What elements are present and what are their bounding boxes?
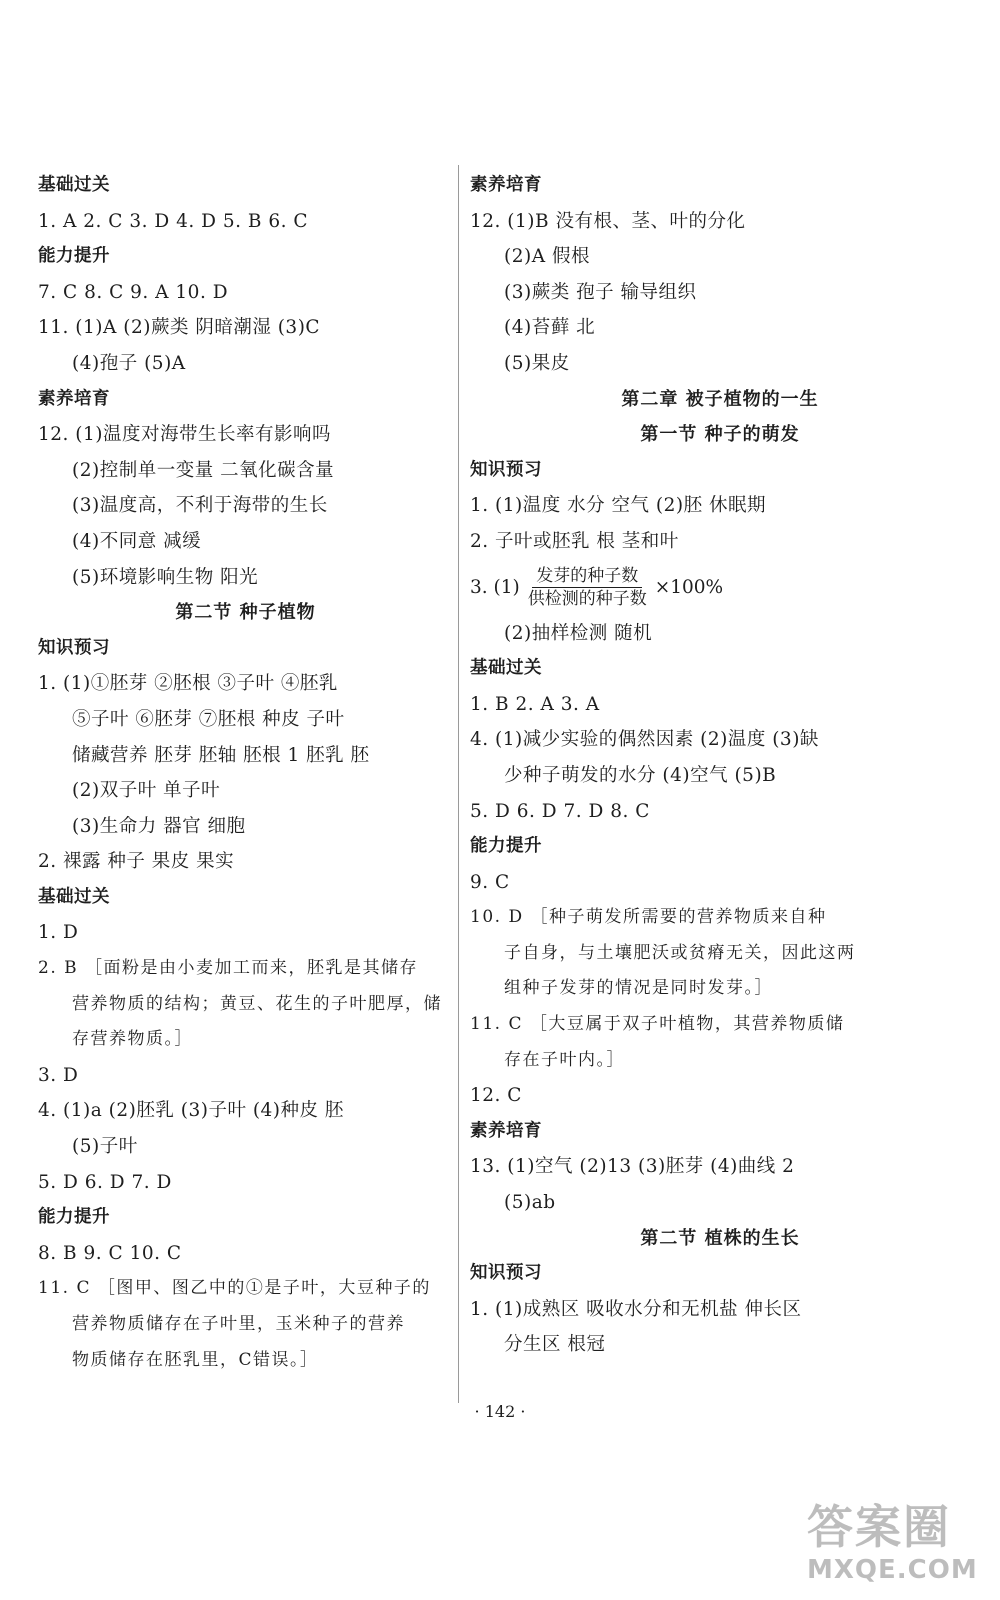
answer-line: 12. (1)B 没有根、茎、叶的分化 [470,210,746,232]
explanation-line-continued: 组种子发芽的情况是同时发芽。］ [504,978,773,999]
section-heading: 素养培育 [470,175,542,195]
answer-line-continued: ⑤子叶 ⑥胚芽 ⑦胚根 种皮 子叶 [72,708,345,730]
answer-line: 1. B 2. A 3. A [470,693,600,715]
answer-line: 2. 裸露 种子 果皮 果实 [38,851,235,873]
section-heading: 基础过关 [38,175,110,195]
answer-line: 4. (1)减少实验的偶然因素 (2)温度 (3)缺 [470,729,819,751]
answer-line-continued: 少种子萌发的水分 (4)空气 (5)B [504,764,777,786]
explanation-line: 2. B ［面粉是由小麦加工而来，胚乳是其储存 [38,958,419,979]
explanation-line: 10. D ［种子萌发所需要的营养物质来自种 [470,907,827,928]
answer-line-continued: (2)控制单一变量 二氧化碳含量 [72,459,335,481]
answer-line-continued: (5)ab [504,1192,556,1214]
answer-line: 12. C [470,1085,522,1107]
answer-line: 9. C [470,871,510,893]
answer-line: 1. (1)①胚芽 ②胚根 ③子叶 ④胚乳 [38,673,338,695]
section-heading: 基础过关 [470,658,542,679]
answer-line: 7. C 8. C 9. A 10. D [38,281,229,303]
answer-line: 1. (1)温度 水分 空气 (2)胚 休眠期 [470,495,766,517]
answer-line-continued: (2)双子叶 单子叶 [72,780,221,802]
chapter-title: 第二节 种子植物 [175,602,316,624]
explanation-line-continued: 子自身，与土壤肥沃或贫瘠无关，因此这两 [504,942,856,963]
left-column [38,168,453,1378]
answer-line-continued: (5)果皮 [504,352,570,374]
answer-line: 12. (1)温度对海带生长率有影响吗 [38,424,332,446]
explanation-line-continued: 存在子叶内。］ [504,1049,625,1070]
section-heading: 素养培育 [38,388,110,409]
answer-line: 11. (1)A (2)蕨类 阴暗潮湿 (3)C [38,317,321,339]
answer-line-continued: (4)不同意 减缓 [72,530,202,552]
answer-line-continued: (3)蕨类 孢子 输导组织 [504,281,697,303]
answer-line: 4. (1)a (2)胚乳 (3)子叶 (4)种皮 胚 [38,1100,344,1122]
answer-line-continued: (3)生命力 器官 细胞 [72,815,246,837]
answer-line: 3. D [38,1064,79,1086]
explanation-line-continued: 物质储存在胚乳里，C错误。］ [72,1349,319,1370]
chapter-title: 第二节 植株的生长 [640,1227,800,1249]
right-column-lower [470,616,970,1363]
answer-line: 1. D [38,922,79,944]
answer-line: 8. B 9. C 10. C [38,1242,182,1264]
section-heading: 能力提升 [38,246,110,267]
watermark-line1: 答案圈 [807,1500,951,1554]
answer-line-continued: (5)子叶 [72,1136,138,1158]
answer-line-continued: (3)温度高，不利于海带的生长 [72,495,328,517]
section-heading: 知识预习 [470,459,542,480]
column-divider [458,165,459,1403]
answer-line: 2. 子叶或胚乳 根 茎和叶 [470,530,679,552]
answer-line-continued: (2)抽样检测 随机 [504,622,653,644]
explanation-line: 11. C ［大豆属于双子叶植物，其营养物质储 [470,1014,845,1035]
answer-line: 13. (1)空气 (2)13 (3)胚芽 (4)曲线 2 [470,1156,795,1178]
section-heading: 能力提升 [38,1207,110,1228]
section-heading: 素养培育 [470,1120,542,1141]
page-number: · 142 · [474,1402,526,1421]
chapter-title: 第二章 被子植物的一生 [621,388,819,410]
answer-line: 5. D 6. D 7. D [38,1171,172,1193]
explanation-line-continued: 营养物质储存在子叶里，玉米种子的营养 [72,1314,405,1334]
section-heading: 能力提升 [470,836,542,857]
answer-line-continued: 储藏营养 胚芽 胚轴 胚根 1 胚乳 胚 [72,744,370,766]
site-watermark-logo [807,1500,982,1592]
answer-line-continued: (2)A 假根 [504,246,590,268]
answer-line-continued: 分生区 根冠 [504,1334,606,1356]
answer-line: 1. A 2. C 3. D 4. D 5. B 6. C [38,210,309,232]
watermark-line2: MXQE.COM [807,1555,978,1585]
fraction-prefix: 3. (1) [470,577,520,599]
fraction-denominator: 供检测的种子数 [527,589,647,610]
answer-line-continued: (4)孢子 (5)A [72,352,186,374]
germination-rate-fraction [524,565,651,610]
fraction-answer-line [470,560,970,616]
explanation-line: 11. C ［图甲、图乙中的①是子叶，大豆种子的 [38,1278,431,1299]
explanation-line-continued: 存营养物质。］ [72,1029,193,1050]
section-heading: 基础过关 [38,886,110,907]
section-heading: 知识预习 [38,637,110,658]
fraction-numerator: 发芽的种子数 [532,565,642,588]
answer-line: 1. (1)成熟区 吸收水分和无机盐 伸长区 [470,1298,802,1320]
section-heading: 知识预习 [470,1263,542,1284]
answer-line: 5. D 6. D 7. D 8. C [470,800,650,822]
fraction-suffix: ×100% [654,577,724,599]
right-column-upper [470,168,970,560]
explanation-line-continued: 营养物质的结构；黄豆、花生的子叶肥厚，储 [72,993,442,1014]
chapter-title: 第一节 种子的萌发 [640,424,800,446]
right-column [470,168,970,1363]
answer-line-continued: (4)苔藓 北 [504,317,596,339]
answer-line-continued: (5)环境影响生物 阳光 [72,566,259,588]
